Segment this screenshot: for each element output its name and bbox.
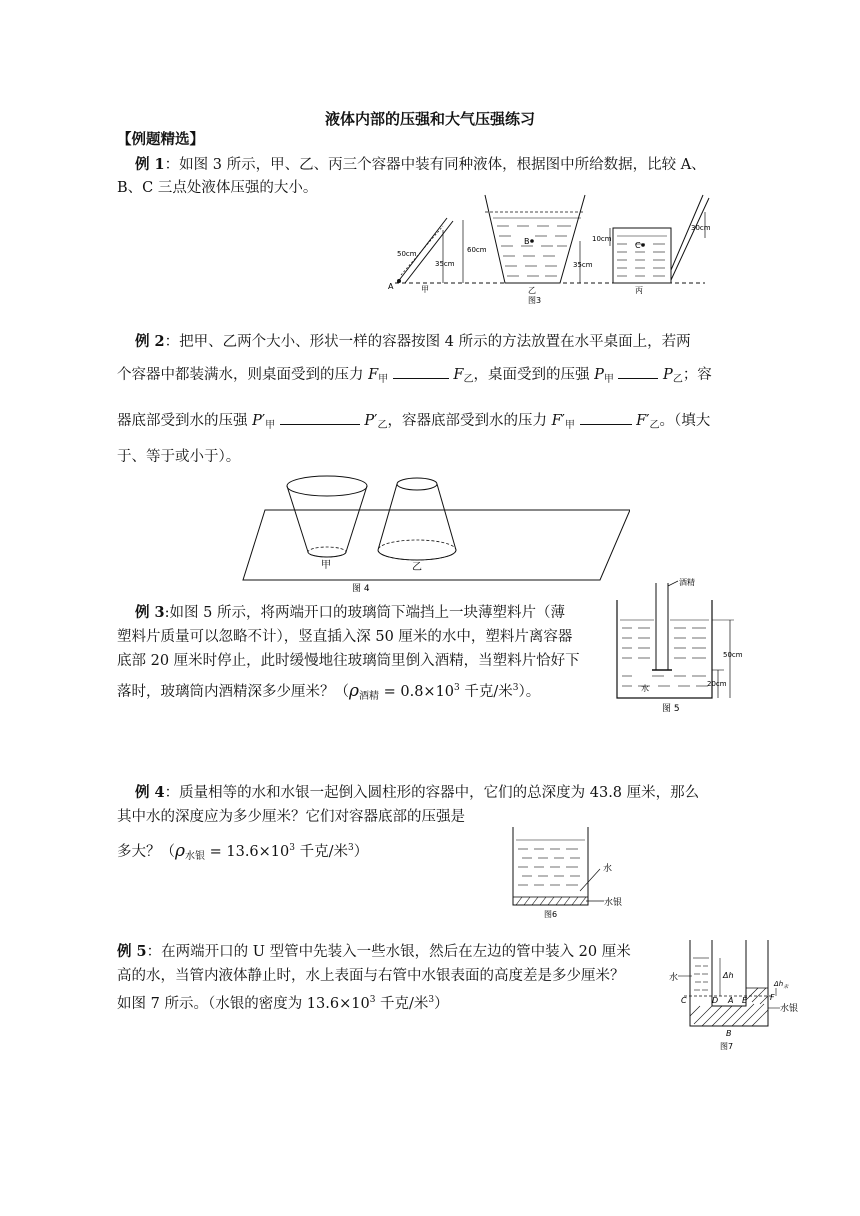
- label-d: D: [712, 996, 719, 1005]
- label-60cm: 60cm: [467, 246, 487, 254]
- label-water: 水: [641, 684, 649, 693]
- label-c: C: [635, 241, 641, 250]
- sub-jia: 甲: [603, 374, 614, 385]
- tube-bing-left: [671, 195, 703, 270]
- text: ）: [353, 844, 369, 860]
- example-1-line-1: [135, 155, 706, 175]
- sub-yi: 乙: [672, 374, 683, 385]
- symbol-f: F: [368, 367, 379, 383]
- symbol-p: P: [594, 367, 604, 383]
- symbol-f: F: [453, 367, 464, 383]
- symbol-f: F: [551, 413, 562, 429]
- label-yi: 乙: [528, 286, 536, 295]
- point-a: [397, 279, 401, 283]
- example-1-label: 例 1: [135, 156, 165, 173]
- water-fig5: [620, 620, 709, 686]
- label-20cm: 20cm: [707, 680, 727, 688]
- symbol-rho: ρ: [175, 841, 185, 861]
- text: ；容: [682, 367, 712, 383]
- example-5-line-1: [117, 942, 631, 962]
- label-alcohol: 酒精: [679, 578, 695, 587]
- example-2-line-2: [117, 364, 712, 390]
- example-2-line-1: [135, 332, 691, 352]
- label-50cm: 50cm: [723, 651, 743, 659]
- formula: = 0.8×10: [379, 684, 455, 700]
- text: 个容器中都装满水，则桌面受到的压力: [117, 367, 369, 383]
- label-c: C: [681, 996, 687, 1005]
- blank-3[interactable]: [280, 410, 360, 425]
- example-1-line-2: B、C 三点处液体压强的大小。: [117, 180, 318, 196]
- example-3-text: :如图 5 所示，将两端开口的玻璃筒下端挡上一块薄塑料片（薄: [164, 605, 565, 621]
- blank-1[interactable]: [393, 364, 449, 379]
- unit-exponent: 3: [348, 843, 354, 853]
- unit-exponent: 3: [512, 683, 519, 693]
- label-b: B: [524, 237, 530, 246]
- example-5-text: ：在两端开口的 U 型管中先装入一些水银，然后在左边的管中装入 20 厘米: [146, 944, 631, 960]
- container-fig5: [617, 600, 712, 698]
- label-yi: 乙: [412, 562, 422, 573]
- figure-6: [508, 825, 648, 920]
- text: ，桌面受到的压强: [473, 367, 595, 383]
- unit: 千克/米: [459, 684, 513, 700]
- figure-3: [385, 190, 720, 310]
- point-b: [530, 239, 534, 243]
- example-4-line-3: [117, 838, 368, 867]
- text: 器底部受到水的压强: [117, 413, 253, 429]
- text: ，容器底部受到水的压力: [387, 413, 552, 429]
- label-30cm: 30cm: [691, 224, 711, 232]
- symbol-p: P: [252, 413, 262, 429]
- blank-4[interactable]: [580, 410, 632, 425]
- label-jia: 甲: [321, 560, 331, 571]
- blank-2[interactable]: [618, 364, 658, 379]
- liquid-bing: [617, 236, 667, 276]
- point-c: [641, 243, 645, 247]
- example-1-text: ：如图 3 所示，甲、乙、丙三个容器中装有同种液体，根据图中所给数据，比较 A、: [164, 157, 706, 173]
- delta-h-mercury-subscript: 汞: [783, 984, 789, 990]
- sub-jia: 甲: [265, 420, 276, 431]
- text: 。（填大: [659, 413, 711, 429]
- text: ）: [434, 996, 449, 1012]
- sub-yi: 乙: [377, 420, 388, 431]
- symbol-p: P: [663, 367, 673, 383]
- example-5-line-2: 高的水，当管内液体静止时，水上表面与右管中水银表面的高度差是多少厘米？: [117, 968, 625, 984]
- figure-4-caption: 图 4: [352, 584, 370, 594]
- label-delta-h: Δh: [723, 971, 734, 980]
- figure-6-caption: 图6: [544, 910, 558, 919]
- figure-7-caption: 图7: [720, 1042, 734, 1051]
- example-3-label: 例 3: [135, 604, 165, 621]
- container-fig6: [513, 827, 588, 905]
- symbol-rho: ρ: [349, 681, 359, 701]
- u-tube-outer: [690, 940, 768, 1026]
- figure-7: [668, 938, 803, 1058]
- label-50cm: 50cm: [397, 250, 417, 258]
- table-surface: [243, 510, 630, 580]
- example-3-line-4: [117, 678, 540, 707]
- example-2-text: ：把甲、乙两个大小、形状一样的容器按图 4 所示的方法放置在水平桌面上，若两: [164, 334, 691, 350]
- example-2-line-3: 器底部受到水的压强 $P'_甲$ $P'_乙$，容器底部受到水的压力 $F'_甲$ $F'_乙$。（填大: [117, 410, 710, 436]
- label-delta-h-mercury: [773, 980, 789, 990]
- text: ）。: [518, 684, 541, 700]
- symbol-f: F: [636, 413, 647, 429]
- exponent: 3: [369, 995, 376, 1005]
- water-fig7: [693, 958, 709, 990]
- label-b: B: [726, 1029, 732, 1038]
- unit: 千克/米: [295, 844, 348, 860]
- cup-yi-top: [397, 478, 437, 490]
- label-10cm: 10cm: [592, 235, 612, 243]
- sub-jia: 甲: [378, 374, 389, 385]
- mercury-fig7: [690, 988, 768, 1026]
- label-e: E: [742, 996, 748, 1005]
- label-a: A: [388, 282, 394, 291]
- unit: 千克/米: [375, 996, 429, 1012]
- label-a: A: [728, 996, 734, 1005]
- exponent: 3: [289, 843, 295, 853]
- text: 落时，玻璃筒内酒精深多少厘米？（: [117, 684, 349, 700]
- sub-mercury: 水银: [185, 851, 205, 862]
- label-bing: 丙: [635, 286, 643, 295]
- section-heading: 【例题精选】: [117, 131, 204, 148]
- label-jia: 甲: [421, 285, 429, 294]
- container-yi: [485, 195, 585, 283]
- figure-4: [240, 470, 630, 595]
- symbol-p: P: [364, 413, 375, 429]
- liquid-yi: [493, 218, 581, 276]
- figure-5: [612, 578, 752, 718]
- example-3-line-3: 底部 20 厘米时停止，此时缓慢地往玻璃筒里倒入酒精，当塑料片恰好下: [117, 653, 580, 669]
- figure-5-caption: 图 5: [662, 704, 680, 714]
- example-3-line-1: [135, 603, 565, 623]
- label-water: 水: [603, 864, 613, 874]
- delta-h-mercury-symbol: Δh: [774, 980, 784, 988]
- example-4-line-1: [135, 783, 699, 803]
- page-title: 液体内部的压强和大气压强练习: [324, 110, 535, 128]
- water-fig6: [516, 840, 585, 885]
- label-35cm-b: 35cm: [573, 261, 593, 269]
- formula: = 13.6×10: [205, 844, 290, 860]
- sub-alcohol: 酒精: [359, 691, 379, 702]
- sub-yi: 乙: [463, 374, 474, 385]
- sub-yi: 乙: [649, 420, 660, 431]
- unit-exponent: 3: [428, 995, 435, 1005]
- tube-bing-right: [671, 198, 709, 280]
- text: 多大？（: [117, 844, 175, 860]
- label-water: 水: [669, 973, 679, 983]
- example-4-line-2: 其中水的深度应为多少厘米？它们对容器底部的压强是: [117, 809, 465, 825]
- example-4-text: ：质量相等的水和水银一起倒入圆柱形的容器中，它们的总深度为 43.8 厘米，那么: [164, 785, 700, 801]
- example-5-label: 例 5: [117, 943, 147, 960]
- exponent: 3: [454, 683, 460, 693]
- label-35cm-a: 35cm: [435, 260, 455, 268]
- example-3-line-2: 塑料片质量可以忽略不计），竖直插入深 50 厘米的水中，塑料片离容器: [117, 629, 573, 645]
- label-mercury: 水银: [780, 1004, 799, 1014]
- example-4-label: 例 4: [135, 784, 165, 801]
- cup-jia-top: [287, 476, 367, 496]
- example-2-label: 例 2: [135, 333, 165, 350]
- text: 如图 7 所示。（水银的密度为 13.6×10: [117, 996, 370, 1012]
- sub-jia: 甲: [564, 420, 575, 431]
- label-mercury: 水银: [604, 898, 623, 908]
- example-5-line-3: [117, 990, 449, 1014]
- example-2-line-4: 于、等于或小于）。: [117, 449, 241, 465]
- figure-3-caption: 图3: [528, 296, 542, 305]
- label-f: F: [770, 993, 775, 1002]
